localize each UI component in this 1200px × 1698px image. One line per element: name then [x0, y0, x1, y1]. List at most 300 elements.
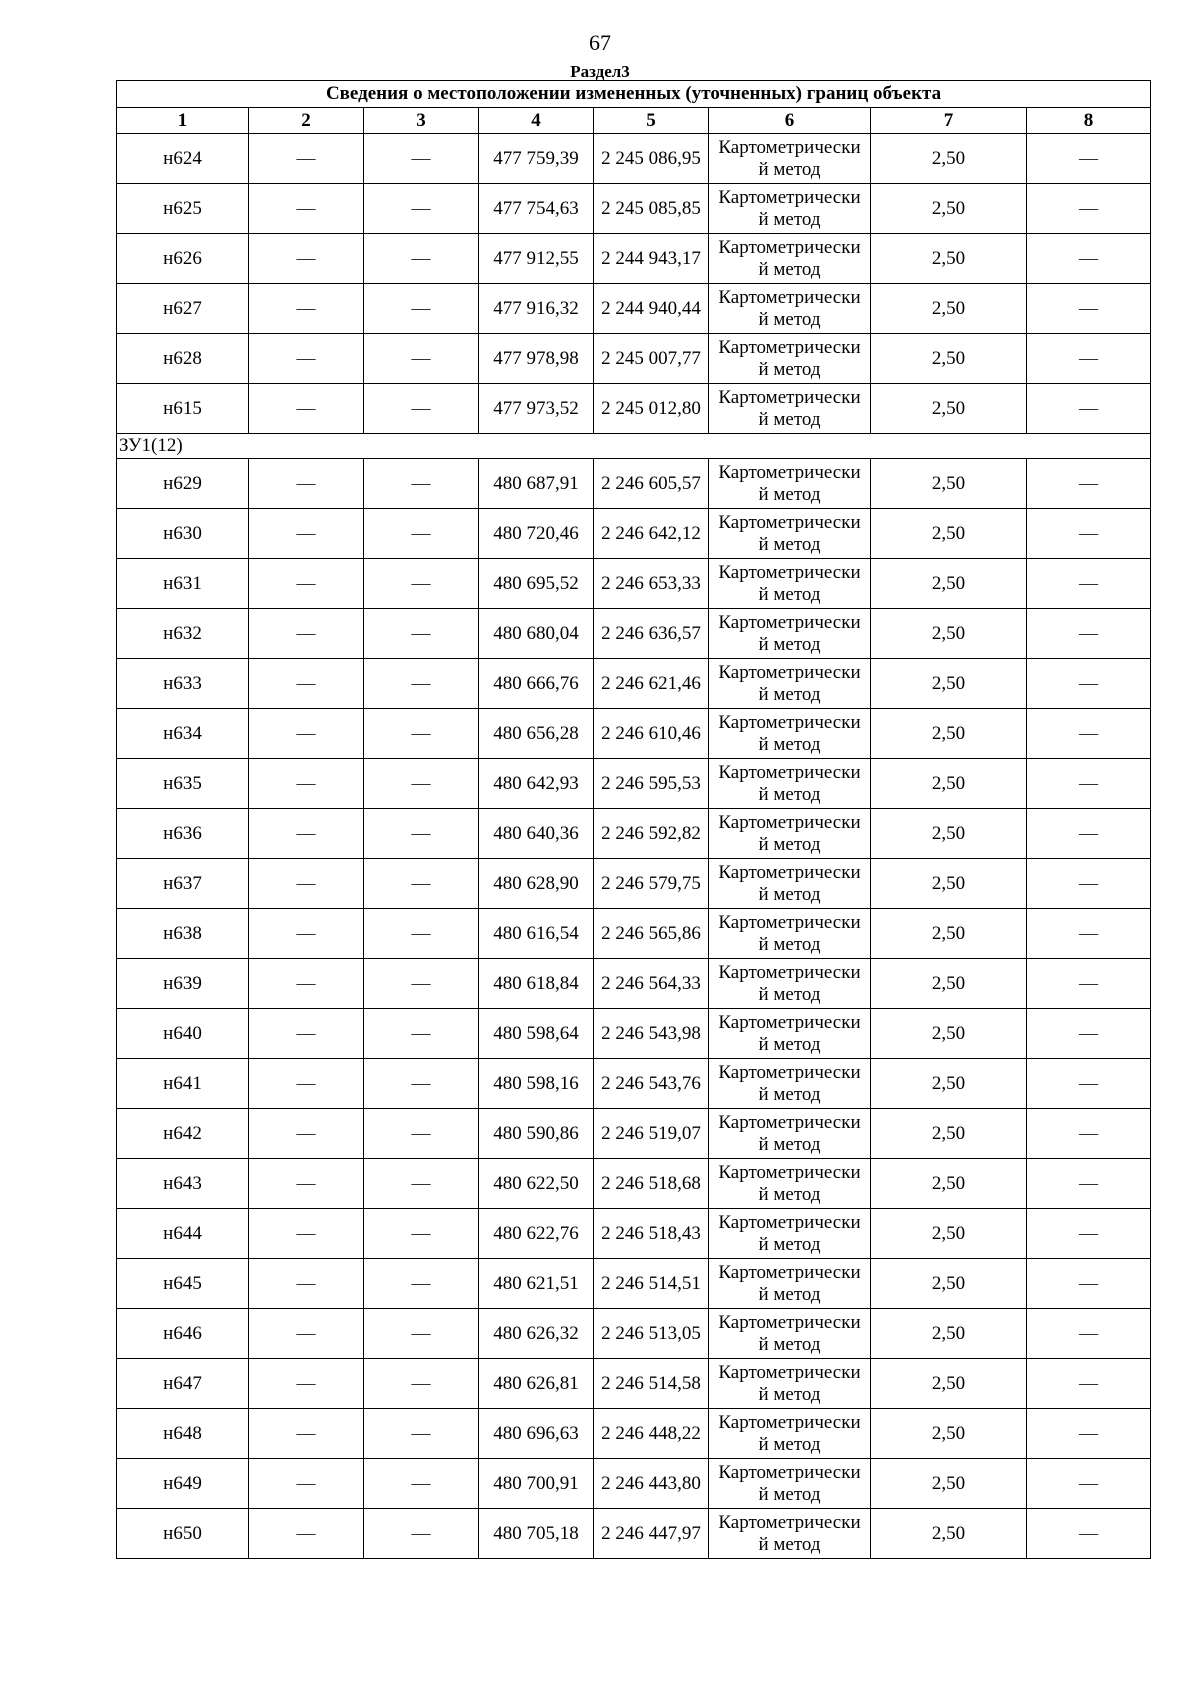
method-text-line-2: й метод — [758, 583, 821, 605]
method-text-line-2: й метод — [758, 408, 821, 430]
precision-cell: 2,50 — [871, 809, 1027, 859]
y-coordinate-cell: 2 246 621,46 — [594, 659, 709, 709]
precision-cell: 2,50 — [871, 709, 1027, 759]
method-cell — [709, 809, 871, 859]
dash-cell: — — [364, 134, 479, 184]
method-text-line-1: Картометрически — [718, 1311, 861, 1333]
dash-cell: — — [364, 1509, 479, 1559]
dash-cell: — — [364, 1259, 479, 1309]
dash-cell: — — [1027, 609, 1151, 659]
method-text-line-1: Картометрически — [718, 1161, 861, 1183]
dash-cell: — — [249, 709, 364, 759]
dash-cell: — — [364, 809, 479, 859]
x-coordinate-cell: 480 642,93 — [479, 759, 594, 809]
table-row — [117, 509, 1151, 559]
x-coordinate-cell: 480 616,54 — [479, 909, 594, 959]
point-name-cell: н627 — [117, 284, 249, 334]
precision-cell: 2,50 — [871, 609, 1027, 659]
point-name-cell: н637 — [117, 859, 249, 909]
method-text-line-2: й метод — [758, 1033, 821, 1055]
point-name-cell: н632 — [117, 609, 249, 659]
method-text-line-2: й метод — [758, 883, 821, 905]
method-text-line-2: й метод — [758, 983, 821, 1005]
table-row — [117, 1159, 1151, 1209]
method-text-line-1: Картометрически — [718, 1061, 861, 1083]
dash-cell: — — [249, 759, 364, 809]
method-cell — [709, 559, 871, 609]
dash-cell: — — [1027, 859, 1151, 909]
dash-cell: — — [364, 1059, 479, 1109]
table-row — [117, 659, 1151, 709]
precision-cell: 2,50 — [871, 659, 1027, 709]
method-text-line-2: й метод — [758, 933, 821, 955]
x-coordinate-cell: 480 626,32 — [479, 1309, 594, 1359]
point-name-cell: н624 — [117, 134, 249, 184]
dash-cell: — — [249, 859, 364, 909]
method-text-line-1: Картометрически — [718, 861, 861, 883]
method-cell — [709, 1309, 871, 1359]
dash-cell: — — [364, 1009, 479, 1059]
dash-cell: — — [249, 234, 364, 284]
dash-cell: — — [249, 284, 364, 334]
x-coordinate-cell: 480 618,84 — [479, 959, 594, 1009]
y-coordinate-cell: 2 246 653,33 — [594, 559, 709, 609]
y-coordinate-cell: 2 245 086,95 — [594, 134, 709, 184]
dash-cell: — — [1027, 1209, 1151, 1259]
table-row — [117, 959, 1151, 1009]
method-text-line-2: й метод — [758, 683, 821, 705]
table-row — [117, 234, 1151, 284]
method-cell — [709, 1109, 871, 1159]
dash-cell: — — [364, 709, 479, 759]
precision-cell: 2,50 — [871, 959, 1027, 1009]
table-row — [117, 1509, 1151, 1559]
y-coordinate-cell: 2 245 012,80 — [594, 384, 709, 434]
method-text-line-2: й метод — [758, 1233, 821, 1255]
table-row — [117, 1259, 1151, 1309]
y-coordinate-cell: 2 246 636,57 — [594, 609, 709, 659]
y-coordinate-cell: 2 246 642,12 — [594, 509, 709, 559]
method-cell — [709, 1259, 871, 1309]
method-text-line-1: Картометрически — [718, 1361, 861, 1383]
x-coordinate-cell: 480 666,76 — [479, 659, 594, 709]
y-coordinate-cell: 2 246 543,98 — [594, 1009, 709, 1059]
dash-cell: — — [364, 559, 479, 609]
method-text-line-2: й метод — [758, 158, 821, 180]
dash-cell: — — [249, 509, 364, 559]
y-coordinate-cell: 2 246 519,07 — [594, 1109, 709, 1159]
point-name-cell: н638 — [117, 909, 249, 959]
y-coordinate-cell: 2 246 579,75 — [594, 859, 709, 909]
dash-cell: — — [249, 559, 364, 609]
method-cell — [709, 1009, 871, 1059]
method-text-line-2: й метод — [758, 1133, 821, 1155]
column-number: 6 — [709, 108, 871, 134]
method-text-line-2: й метод — [758, 1383, 821, 1405]
y-coordinate-cell: 2 246 605,57 — [594, 459, 709, 509]
method-text-line-1: Картометрически — [718, 661, 861, 683]
precision-cell: 2,50 — [871, 1359, 1027, 1409]
dash-cell: — — [1027, 459, 1151, 509]
group-label: ЗУ1(12) — [117, 434, 1151, 459]
dash-cell: — — [364, 659, 479, 709]
method-cell — [709, 284, 871, 334]
column-number: 4 — [479, 108, 594, 134]
point-name-cell: н628 — [117, 334, 249, 384]
method-text-line-2: й метод — [758, 833, 821, 855]
table-row — [117, 134, 1151, 184]
dash-cell: — — [249, 1259, 364, 1309]
dash-cell: — — [1027, 1509, 1151, 1559]
method-text-line-1: Картометрически — [718, 461, 861, 483]
table-row — [117, 709, 1151, 759]
dash-cell: — — [249, 134, 364, 184]
dash-cell: — — [364, 459, 479, 509]
point-name-cell: н650 — [117, 1509, 249, 1559]
method-text-line-1: Картометрически — [718, 236, 861, 258]
precision-cell: 2,50 — [871, 1209, 1027, 1259]
point-name-cell: н634 — [117, 709, 249, 759]
dash-cell: — — [249, 184, 364, 234]
method-text-line-1: Картометрически — [718, 136, 861, 158]
x-coordinate-cell: 477 916,32 — [479, 284, 594, 334]
dash-cell: — — [1027, 1459, 1151, 1509]
y-coordinate-cell: 2 246 514,51 — [594, 1259, 709, 1309]
dash-cell: — — [364, 184, 479, 234]
dash-cell: — — [364, 1309, 479, 1359]
method-cell — [709, 134, 871, 184]
dash-cell: — — [1027, 809, 1151, 859]
method-text-line-1: Картометрически — [718, 811, 861, 833]
dash-cell: — — [1027, 1009, 1151, 1059]
x-coordinate-cell: 477 759,39 — [479, 134, 594, 184]
point-name-cell: н635 — [117, 759, 249, 809]
dash-cell: — — [249, 334, 364, 384]
x-coordinate-cell: 477 978,98 — [479, 334, 594, 384]
point-name-cell: н642 — [117, 1109, 249, 1159]
x-coordinate-cell: 480 687,91 — [479, 459, 594, 509]
method-cell — [709, 709, 871, 759]
y-coordinate-cell: 2 246 518,68 — [594, 1159, 709, 1209]
y-coordinate-cell: 2 246 565,86 — [594, 909, 709, 959]
table-row — [117, 284, 1151, 334]
y-coordinate-cell: 2 246 543,76 — [594, 1059, 709, 1109]
dash-cell: — — [364, 509, 479, 559]
column-number: 7 — [871, 108, 1027, 134]
dash-cell: — — [1027, 1159, 1151, 1209]
method-text-line-2: й метод — [758, 208, 821, 230]
precision-cell: 2,50 — [871, 559, 1027, 609]
precision-cell: 2,50 — [871, 1159, 1027, 1209]
method-text-line-2: й метод — [758, 308, 821, 330]
method-text-line-1: Картометрически — [718, 961, 861, 983]
precision-cell: 2,50 — [871, 509, 1027, 559]
point-name-cell: н639 — [117, 959, 249, 1009]
method-text-line-2: й метод — [758, 1533, 821, 1555]
x-coordinate-cell: 480 696,63 — [479, 1409, 594, 1459]
method-text-line-2: й метод — [758, 258, 821, 280]
method-text-line-2: й метод — [758, 733, 821, 755]
dash-cell: — — [249, 609, 364, 659]
dash-cell: — — [1027, 234, 1151, 284]
dash-cell: — — [249, 1459, 364, 1509]
method-cell — [709, 1059, 871, 1109]
y-coordinate-cell: 2 246 513,05 — [594, 1309, 709, 1359]
method-text-line-1: Картометрически — [718, 1211, 861, 1233]
precision-cell: 2,50 — [871, 334, 1027, 384]
dash-cell: — — [1027, 1059, 1151, 1109]
dash-cell: — — [364, 1109, 479, 1159]
table-row — [117, 559, 1151, 609]
dash-cell: — — [249, 459, 364, 509]
dash-cell: — — [364, 284, 479, 334]
table-row — [117, 609, 1151, 659]
coordinates-table — [116, 80, 1151, 1559]
precision-cell: 2,50 — [871, 1259, 1027, 1309]
point-name-cell: н625 — [117, 184, 249, 234]
dash-cell: — — [1027, 384, 1151, 434]
y-coordinate-cell: 2 246 564,33 — [594, 959, 709, 1009]
method-text-line-1: Картометрически — [718, 561, 861, 583]
dash-cell: — — [364, 1359, 479, 1409]
method-text-line-2: й метод — [758, 1483, 821, 1505]
precision-cell: 2,50 — [871, 1059, 1027, 1109]
point-name-cell: н626 — [117, 234, 249, 284]
y-coordinate-cell: 2 244 940,44 — [594, 284, 709, 334]
method-cell — [709, 759, 871, 809]
point-name-cell: н636 — [117, 809, 249, 859]
dash-cell: — — [249, 659, 364, 709]
y-coordinate-cell: 2 246 518,43 — [594, 1209, 709, 1259]
precision-cell: 2,50 — [871, 1459, 1027, 1509]
method-text-line-1: Картометрически — [718, 1011, 861, 1033]
precision-cell: 2,50 — [871, 1109, 1027, 1159]
dash-cell: — — [249, 1209, 364, 1259]
y-coordinate-cell: 2 246 592,82 — [594, 809, 709, 859]
table-body-part-a — [117, 134, 1151, 434]
method-text-line-1: Картометрически — [718, 1511, 861, 1533]
point-name-cell: н647 — [117, 1359, 249, 1409]
dash-cell: — — [364, 384, 479, 434]
method-cell — [709, 859, 871, 909]
page-number: 67 — [589, 30, 611, 55]
table-row — [117, 184, 1151, 234]
method-cell — [709, 659, 871, 709]
point-name-cell: н643 — [117, 1159, 249, 1209]
column-number: 3 — [364, 108, 479, 134]
table-row — [117, 1409, 1151, 1459]
dash-cell: — — [1027, 959, 1151, 1009]
method-text-line-1: Картометрически — [718, 1111, 861, 1133]
table-row — [117, 909, 1151, 959]
x-coordinate-cell: 480 720,46 — [479, 509, 594, 559]
method-cell — [709, 184, 871, 234]
method-text-line-1: Картометрически — [718, 1461, 861, 1483]
dash-cell: — — [364, 334, 479, 384]
dash-cell: — — [249, 1159, 364, 1209]
y-coordinate-cell: 2 246 595,53 — [594, 759, 709, 809]
table-row — [117, 1059, 1151, 1109]
method-text-line-2: й метод — [758, 1183, 821, 1205]
dash-cell: — — [364, 859, 479, 909]
precision-cell: 2,50 — [871, 1409, 1027, 1459]
dash-cell: — — [1027, 509, 1151, 559]
y-coordinate-cell: 2 246 514,58 — [594, 1359, 709, 1409]
dash-cell: — — [1027, 759, 1151, 809]
y-coordinate-cell: 2 246 610,46 — [594, 709, 709, 759]
dash-cell: — — [1027, 284, 1151, 334]
method-cell — [709, 1459, 871, 1509]
x-coordinate-cell: 480 656,28 — [479, 709, 594, 759]
precision-cell: 2,50 — [871, 1009, 1027, 1059]
dash-cell: — — [249, 384, 364, 434]
method-text-line-1: Картометрически — [718, 386, 861, 408]
x-coordinate-cell: 477 912,55 — [479, 234, 594, 284]
method-cell — [709, 909, 871, 959]
column-number: 1 — [117, 108, 249, 134]
precision-cell: 2,50 — [871, 184, 1027, 234]
method-text-line-2: й метод — [758, 783, 821, 805]
table-row — [117, 1459, 1151, 1509]
method-text-line-1: Картометрически — [718, 611, 861, 633]
point-name-cell: н630 — [117, 509, 249, 559]
table-row — [117, 859, 1151, 909]
dash-cell: — — [249, 809, 364, 859]
method-cell — [709, 1209, 871, 1259]
table-row — [117, 759, 1151, 809]
precision-cell: 2,50 — [871, 759, 1027, 809]
method-cell — [709, 1409, 871, 1459]
x-coordinate-cell: 480 705,18 — [479, 1509, 594, 1559]
method-text-line-1: Картометрически — [718, 1261, 861, 1283]
method-text-line-1: Картометрически — [718, 286, 861, 308]
y-coordinate-cell: 2 246 443,80 — [594, 1459, 709, 1509]
x-coordinate-cell: 480 628,90 — [479, 859, 594, 909]
dash-cell: — — [364, 234, 479, 284]
y-coordinate-cell: 2 246 447,97 — [594, 1509, 709, 1559]
x-coordinate-cell: 480 626,81 — [479, 1359, 594, 1409]
method-cell — [709, 959, 871, 1009]
precision-cell: 2,50 — [871, 459, 1027, 509]
dash-cell: — — [249, 1509, 364, 1559]
x-coordinate-cell: 480 680,04 — [479, 609, 594, 659]
method-text-line-2: й метод — [758, 633, 821, 655]
table-caption: Сведения о местоположении измененных (уточненных) границ объекта — [117, 81, 1151, 108]
method-cell — [709, 384, 871, 434]
table-row — [117, 1109, 1151, 1159]
method-text-line-2: й метод — [758, 358, 821, 380]
point-name-cell: н646 — [117, 1309, 249, 1359]
precision-cell: 2,50 — [871, 859, 1027, 909]
dash-cell: — — [1027, 1109, 1151, 1159]
precision-cell: 2,50 — [871, 134, 1027, 184]
point-name-cell: н648 — [117, 1409, 249, 1459]
dash-cell: — — [1027, 1259, 1151, 1309]
dash-cell: — — [249, 1109, 364, 1159]
precision-cell: 2,50 — [871, 909, 1027, 959]
method-cell — [709, 334, 871, 384]
method-cell — [709, 609, 871, 659]
method-text-line-2: й метод — [758, 1283, 821, 1305]
table-row — [117, 1209, 1151, 1259]
dash-cell: — — [249, 1359, 364, 1409]
dash-cell: — — [1027, 184, 1151, 234]
x-coordinate-cell: 480 640,36 — [479, 809, 594, 859]
point-name-cell: н641 — [117, 1059, 249, 1109]
column-number: 5 — [594, 108, 709, 134]
point-name-cell: н649 — [117, 1459, 249, 1509]
point-name-cell: н629 — [117, 459, 249, 509]
point-name-cell: н640 — [117, 1009, 249, 1059]
point-name-cell: н633 — [117, 659, 249, 709]
precision-cell: 2,50 — [871, 1309, 1027, 1359]
method-text-line-2: й метод — [758, 533, 821, 555]
dash-cell: — — [249, 1009, 364, 1059]
dash-cell: — — [249, 1409, 364, 1459]
dash-cell: — — [364, 609, 479, 659]
method-text-line-1: Картометрически — [718, 711, 861, 733]
method-text-line-1: Картометрически — [718, 761, 861, 783]
precision-cell: 2,50 — [871, 284, 1027, 334]
method-text-line-2: й метод — [758, 1333, 821, 1355]
table-row — [117, 1359, 1151, 1409]
table-body-part-b — [117, 459, 1151, 1559]
point-name-cell: н615 — [117, 384, 249, 434]
column-number-row — [117, 108, 1151, 134]
method-text-line-1: Картометрически — [718, 511, 861, 533]
dash-cell: — — [1027, 659, 1151, 709]
method-cell — [709, 1509, 871, 1559]
method-cell — [709, 509, 871, 559]
dash-cell: — — [1027, 1359, 1151, 1409]
column-number: 2 — [249, 108, 364, 134]
table-row — [117, 1009, 1151, 1059]
dash-cell: — — [364, 1209, 479, 1259]
point-name-cell: н645 — [117, 1259, 249, 1309]
column-number: 8 — [1027, 108, 1151, 134]
precision-cell: 2,50 — [871, 1509, 1027, 1559]
table-row — [117, 1309, 1151, 1359]
method-cell — [709, 234, 871, 284]
dash-cell: — — [364, 959, 479, 1009]
method-text-line-1: Картометрически — [718, 1411, 861, 1433]
dash-cell: — — [1027, 709, 1151, 759]
method-text-line-2: й метод — [758, 1433, 821, 1455]
dash-cell: — — [364, 759, 479, 809]
point-name-cell: н644 — [117, 1209, 249, 1259]
method-text-line-2: й метод — [758, 1083, 821, 1105]
point-name-cell: н631 — [117, 559, 249, 609]
x-coordinate-cell: 477 754,63 — [479, 184, 594, 234]
x-coordinate-cell: 480 622,50 — [479, 1159, 594, 1209]
table-row — [117, 459, 1151, 509]
x-coordinate-cell: 480 622,76 — [479, 1209, 594, 1259]
x-coordinate-cell: 480 598,64 — [479, 1009, 594, 1059]
method-text-line-2: й метод — [758, 483, 821, 505]
group-section — [117, 434, 1151, 459]
precision-cell: 2,50 — [871, 384, 1027, 434]
y-coordinate-cell: 2 246 448,22 — [594, 1409, 709, 1459]
x-coordinate-cell: 480 590,86 — [479, 1109, 594, 1159]
method-cell — [709, 1159, 871, 1209]
y-coordinate-cell: 2 245 085,85 — [594, 184, 709, 234]
method-cell — [709, 459, 871, 509]
table-row — [117, 384, 1151, 434]
x-coordinate-cell: 477 973,52 — [479, 384, 594, 434]
dash-cell: — — [1027, 559, 1151, 609]
section-title: Раздел3 — [570, 62, 630, 81]
dash-cell: — — [364, 909, 479, 959]
